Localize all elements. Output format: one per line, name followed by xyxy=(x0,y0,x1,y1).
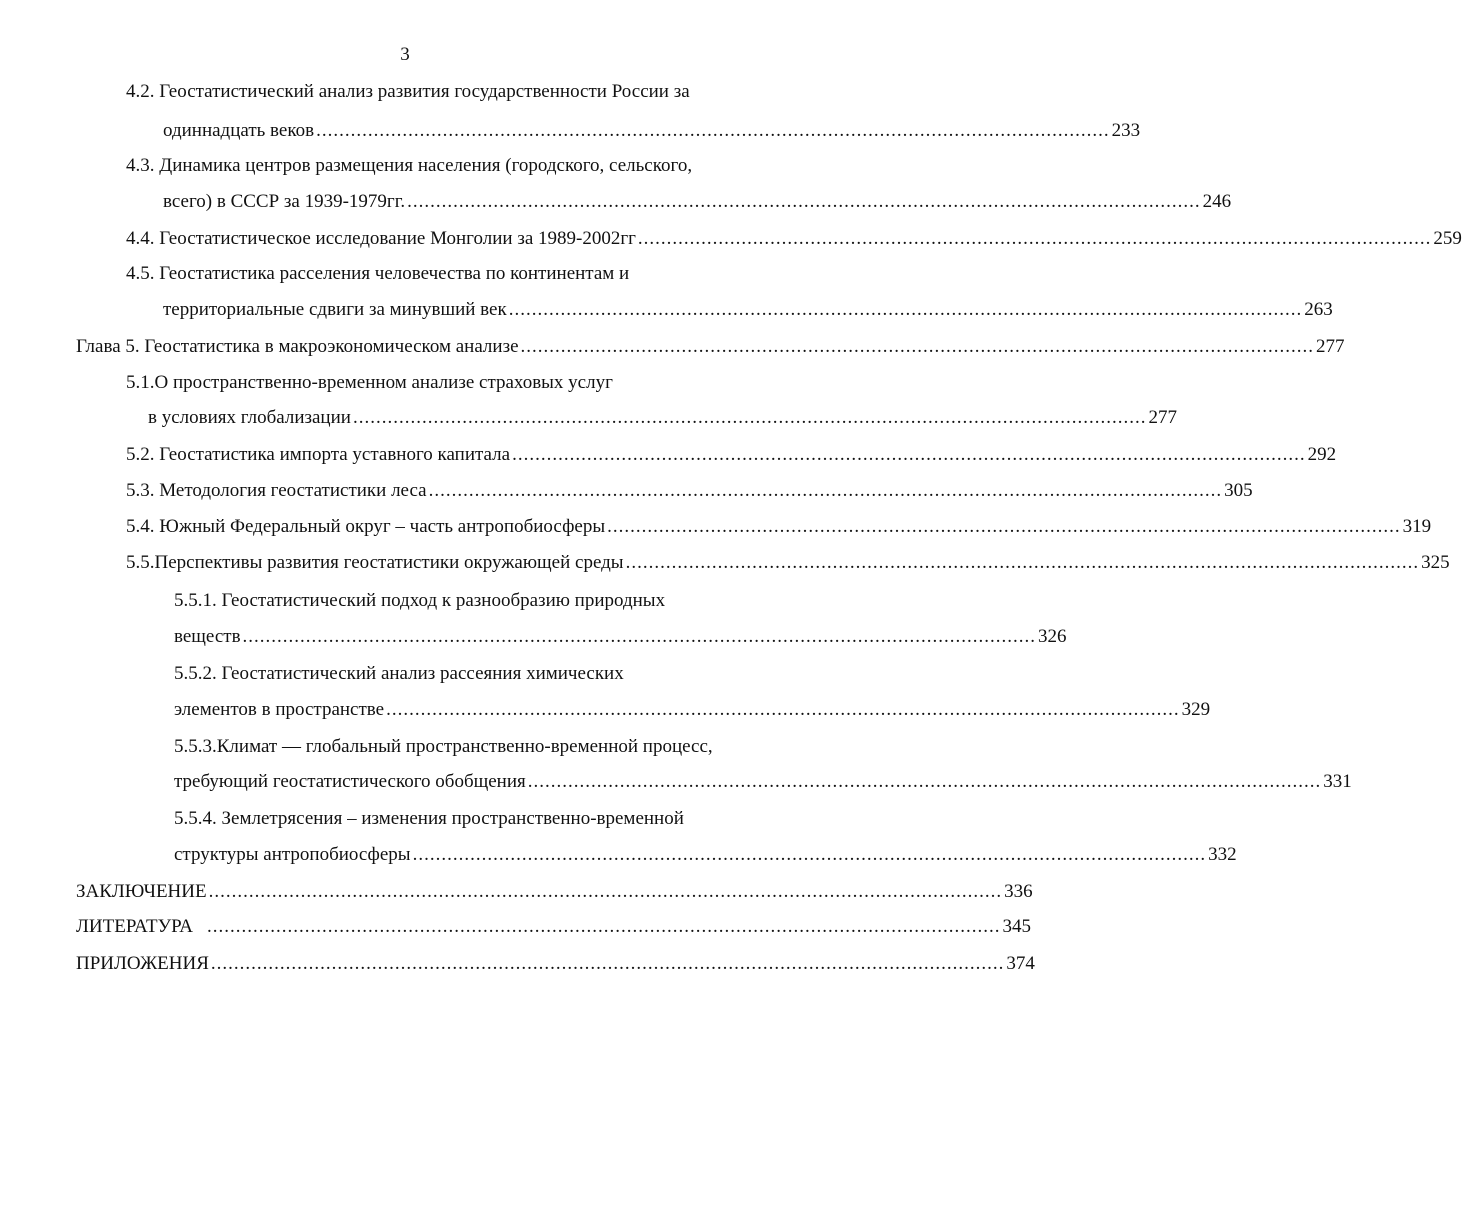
toc-entry-5-5: 5.5.Перспективы развития геостатистики окружающей среды .......................................................................................................................................... 325 xyxy=(126,548,734,578)
toc-page-number: 305 xyxy=(1224,480,1253,501)
toc-entry-5-1-continuation: в условиях глобализации .......................................................................................................................................... 277 xyxy=(148,403,733,433)
toc-entry-5-3: 5.3. Методология геостатистики леса .......................................................................................................................................... 305 xyxy=(126,476,733,506)
dot-leader: .......................................................................................................................................... xyxy=(428,480,1223,501)
toc-page-number: 233 xyxy=(1111,120,1141,141)
dot-leader: .......................................................................................................................................... xyxy=(208,881,1003,902)
toc-page-number: 259 xyxy=(1433,228,1462,249)
dot-leader: .......................................................................................................................................... xyxy=(527,771,1322,792)
dot-leader: .......................................................................................................................................... xyxy=(352,407,1147,428)
toc-page-number: 329 xyxy=(1181,699,1211,720)
toc-page-number: 374 xyxy=(1006,953,1035,974)
toc-entry-5-5-4-continuation: структуры антропобиосферы .......................................................................................................................................... 332 xyxy=(174,840,734,870)
toc-chapter-5: Глава 5. Геостатистика в макроэкономическом анализе .......................................................................................................................................... 277 xyxy=(76,332,732,362)
toc-entry-4-5-continuation: территориальные сдвиги за минувший век .......................................................................................................................................... 263 xyxy=(163,295,733,325)
toc-page-number: 319 xyxy=(1402,516,1432,537)
toc-appendices: ПРИЛОЖЕНИЯ .......................................................................................................................................... 374 xyxy=(76,949,733,979)
toc-page-number: 292 xyxy=(1307,444,1337,465)
toc-page-number: 336 xyxy=(1004,881,1033,902)
toc-entry-5-2: 5.2. Геостатистика импорта уставного капитала .......................................................................................................................................... 292 xyxy=(126,440,733,470)
toc-conclusion: ЗАКЛЮЧЕНИЕ .......................................................................................................................................... 336 xyxy=(76,877,733,907)
page-number: 3 xyxy=(400,44,410,65)
toc-entry-5-5-2-continuation: элементов в пространстве .......................................................................................................................................... 329 xyxy=(174,695,734,725)
toc-page-number: 331 xyxy=(1323,771,1352,792)
toc-entry-5-5-3-title: 5.5.3.Климат — глобальный пространственно-временной процесс, xyxy=(174,736,713,757)
dot-leader: .......................................................................................................................................... xyxy=(206,916,1001,937)
toc-entry-4-3-title: 4.3. Динамика центров размещения населения (городского, сельского, xyxy=(126,155,693,176)
toc-page-number: 246 xyxy=(1202,191,1232,212)
toc-page-number: 345 xyxy=(1002,916,1031,937)
toc-entry-5-5-1-title: 5.5.1. Геостатистический подход к разнообразию природных xyxy=(174,590,666,611)
toc-page-number: 277 xyxy=(1316,336,1345,357)
dot-leader: .......................................................................................................................................... xyxy=(210,953,1005,974)
toc-page-number: 277 xyxy=(1148,407,1177,428)
toc-entry-4-3-continuation: всего) в СССР за 1939-1979гг. .......................................................................................................................................... 246 xyxy=(163,187,733,217)
toc-entry-5-5-2-title: 5.5.2. Геостатистический анализ рассеяния химических xyxy=(174,663,624,684)
toc-page-number: 332 xyxy=(1208,844,1237,865)
toc-literature: ЛИТЕРАТУРА .......................................................................................................................................... 345 xyxy=(76,912,733,942)
toc-page-number: 263 xyxy=(1304,299,1333,320)
dot-leader: .......................................................................................................................................... xyxy=(520,336,1315,357)
dot-leader: .......................................................................................................................................... xyxy=(607,516,1401,537)
toc-entry-4-5-title: 4.5. Геостатистика расселения человечества по континентам и xyxy=(126,263,630,284)
toc-page-number: 325 xyxy=(1421,552,1450,573)
toc-entry-4-2-continuation: одиннадцать веков .......................................................................................................................................... 233 xyxy=(163,116,733,146)
dot-leader: .......................................................................................................................................... xyxy=(512,444,1306,465)
toc-entry-5-5-1-continuation: веществ .......................................................................................................................................... 326 xyxy=(174,622,733,652)
toc-page-number: 326 xyxy=(1038,626,1067,647)
toc-entry-4-2-title: 4.2. Геостатистический анализ развития государственности России за xyxy=(126,81,690,102)
dot-leader: .......................................................................................................................................... xyxy=(407,191,1201,212)
dot-leader: .......................................................................................................................................... xyxy=(316,120,1110,141)
dot-leader: .......................................................................................................................................... xyxy=(508,299,1303,320)
dot-leader: .......................................................................................................................................... xyxy=(242,626,1037,647)
dot-leader: .......................................................................................................................................... xyxy=(637,228,1432,249)
dot-leader: .......................................................................................................................................... xyxy=(412,844,1207,865)
toc-entry-4-4: 4.4. Геостатистическое исследование Монголии за 1989-2002гг .......................................................................................................................................... 259 xyxy=(126,224,733,254)
toc-entry-5-5-4-title: 5.5.4. Землетрясения – изменения пространственно-временной xyxy=(174,808,684,829)
dot-leader: .......................................................................................................................................... xyxy=(625,552,1420,573)
toc-entry-5-1-title: 5.1.О пространственно-временном анализе страховых услуг xyxy=(126,372,613,393)
toc-entry-5-5-3-continuation: требующий геостатистического обобщения .......................................................................................................................................... 331 xyxy=(174,767,734,797)
toc-entry-5-4: 5.4. Южный Федеральный округ – часть антропобиосферы .......................................................................................................................................... 319 xyxy=(126,512,736,542)
dot-leader: .......................................................................................................................................... xyxy=(386,699,1180,720)
